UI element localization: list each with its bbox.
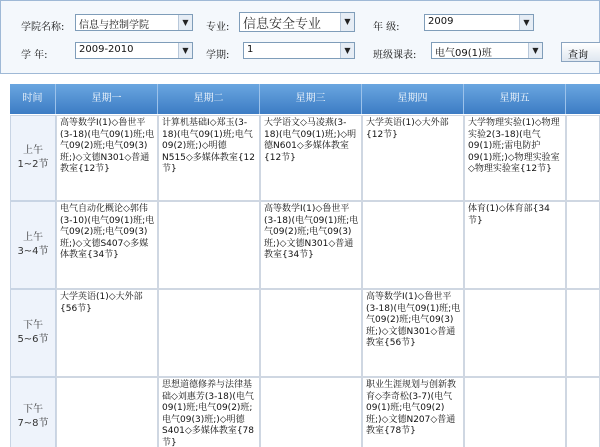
- college-select-value: 信息与控制学院: [79, 20, 149, 31]
- course-cell-empty: [566, 201, 600, 289]
- header-monday: 星期一: [56, 84, 158, 114]
- chevron-down-icon: ▼: [519, 15, 533, 30]
- grade-label: 年 级:: [373, 22, 400, 33]
- period-sessions: 3~4节: [17, 246, 49, 257]
- course-cell[interactable]: 电气自动化概论◇郭伟(3-10)(电气09(1)班;电气09(2)班;电气09(3)班;)◇文德S407◇多媒体教室{34节}: [56, 201, 158, 289]
- chevron-down-icon: ▼: [528, 43, 542, 58]
- header-saturday-partial: [566, 84, 600, 114]
- period-cell: [10, 115, 56, 201]
- grade-select-value: 2009: [428, 16, 454, 27]
- course-cell[interactable]: [464, 289, 566, 377]
- major-select-value: 信息安全专业: [243, 17, 322, 32]
- period-cell: [10, 201, 56, 289]
- course-cell-empty: [566, 377, 600, 447]
- class-select-value: 电气09(1)班: [435, 48, 492, 59]
- major-label: 专业:: [206, 22, 230, 33]
- course-cell-empty: [566, 289, 600, 377]
- grade-select[interactable]: [424, 14, 534, 31]
- header-friday: 星期五: [464, 84, 566, 114]
- chevron-down-icon: ▼: [178, 43, 192, 58]
- period-sessions: 5~6节: [17, 334, 49, 345]
- course-cell[interactable]: 思想道德修养与法律基础◇刘惠芳(3-18)(电气09(1)班;电气09(2)班;电气09(3)班;)◇明德S401◇多媒体教室{78节}: [158, 377, 260, 447]
- college-label: 学院名称:: [21, 22, 65, 33]
- course-cell[interactable]: 高等数学Ⅰ(1)◇鲁世平(3-18)(电气09(1)班;电气09(2)班;电气09(3)班;)◇文德N301◇普通教室{34节}: [260, 201, 362, 289]
- header-tuesday: 星期二: [158, 84, 260, 114]
- period-cell: [10, 289, 56, 377]
- course-cell[interactable]: 高等数学Ⅰ(1)◇鲁世平(3-18)(电气09(1)班;电气09(2)班;电气09(3)班;)◇文德N301◇普通教室{12节}: [56, 115, 158, 201]
- course-cell[interactable]: 大学语文◇马凌燕(3-18)(电气09(1)班;)◇明德N601◇多媒体教室{12节}: [260, 115, 362, 201]
- chevron-down-icon: ▼: [340, 43, 354, 58]
- query-button[interactable]: 查询: [561, 42, 600, 62]
- course-cell[interactable]: [158, 289, 260, 377]
- period-sessions: 1~2节: [17, 159, 49, 170]
- header-time: 时间: [10, 84, 56, 114]
- header-wednesday: 星期三: [260, 84, 362, 114]
- course-cell-empty: [566, 115, 600, 201]
- header-thursday: 星期四: [362, 84, 464, 114]
- course-cell[interactable]: 大学物理实验(1)◇物理实验2(3-18)(电气09(1)班;雷电防护09(1)班;)◇物理实验室◇物理实验室{12节}: [464, 115, 566, 201]
- period-sessions: 7~8节: [17, 418, 49, 429]
- year-select[interactable]: [75, 42, 193, 59]
- course-cell[interactable]: [260, 377, 362, 447]
- class-select[interactable]: [431, 42, 543, 59]
- period-label: 下午: [23, 320, 43, 331]
- period-label: 下午: [23, 404, 43, 415]
- term-select[interactable]: [243, 42, 355, 59]
- class-label: 班级课表:: [373, 50, 417, 61]
- course-cell[interactable]: [464, 377, 566, 447]
- filter-panel: [0, 0, 600, 74]
- course-cell[interactable]: 大学英语(1)◇大外部{56节}: [56, 289, 158, 377]
- period-label: 上午: [23, 232, 43, 243]
- term-label: 学期:: [206, 50, 230, 61]
- course-cell[interactable]: 大学英语(1)◇大外部{12节}: [362, 115, 464, 201]
- year-label: 学 年:: [21, 50, 48, 61]
- course-cell[interactable]: [56, 377, 158, 447]
- major-select[interactable]: [239, 12, 355, 32]
- course-cell[interactable]: 高等数学Ⅰ(1)◇鲁世平(3-18)(电气09(1)班;电气09(2)班;电气09(3)班;)◇文德N301◇普通教室{56节}: [362, 289, 464, 377]
- year-select-value: 2009-2010: [79, 44, 134, 55]
- course-cell[interactable]: 职业生涯规划与创新教育◇李奇松(3-7)(电气09(1)班;电气09(2)班;)◇文德N207◇普通教室{78节}: [362, 377, 464, 447]
- period-label: 上午: [23, 145, 43, 156]
- chevron-down-icon: ▼: [340, 13, 354, 31]
- chevron-down-icon: ▼: [178, 15, 192, 30]
- college-select[interactable]: [75, 14, 193, 31]
- course-cell[interactable]: [362, 201, 464, 289]
- course-cell[interactable]: 体育(1)◇体育部{34节}: [464, 201, 566, 289]
- course-cell[interactable]: [260, 289, 362, 377]
- course-cell[interactable]: [158, 201, 260, 289]
- course-cell[interactable]: 计算机基础Ⅰ◇郑玉(3-18)(电气09(1)班;电气09(2)班;)◇明德N515◇多媒体教室{12节}: [158, 115, 260, 201]
- term-select-value: 1: [247, 44, 254, 55]
- period-cell: [10, 377, 56, 447]
